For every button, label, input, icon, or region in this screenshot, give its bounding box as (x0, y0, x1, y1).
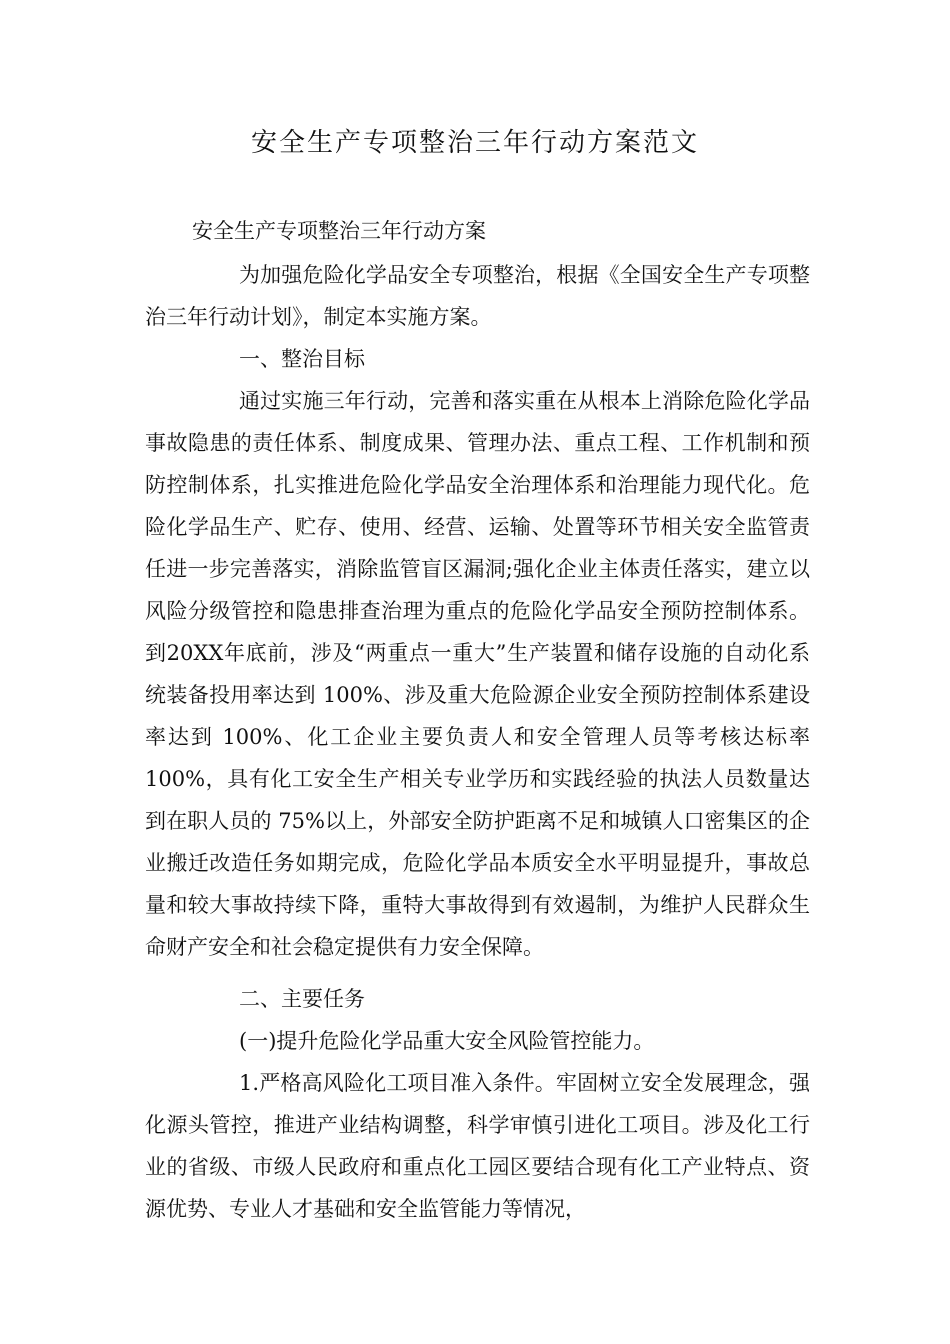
paragraph-goals: 通过实施三年行动，完善和落实重在从根本上消除危险化学品事故隐患的责任体系、制度成果、管理办法、重点工程、工作机制和预防控制体系，扎实推进危险化学品安全治理体系和治理能力现代化。危险化学品生产、贮存、使用、经营、运输、处置等环节相关安全监管责任进一步完善落实，消除监管盲区漏洞;强化企业主体责任落实，建立以风险分级管控和隐患排查治理为重点的危险化学品安全预防控制体系。到20XX年底前，涉及“两重点一重大”生产装置和储存设施的自动化系统装备投用率达到 100%、涉及重大危险源企业安全预防控制体系建设率达到 100%、化工企业主要负责人和安全管理人员等考核达标率100%，具有化工安全生产相关专业学历和实践经验的执法人员数量达到在职人员的 75%以上，外部安全防护距离不足和城镇人口密集区的企业搬迁改造任务如期完成，危险化学品本质安全水平明显提升，事故总量和较大事故持续下降，重特大事故得到有效遏制，为维护人民群众生命财产安全和社会稳定提供有力安全保障。 (145, 389, 810, 959)
paragraph-intro: 为加强危险化学品安全专项整治，根据《全国安全生产专项整治三年行动计划》，制定本实施方案。 (145, 263, 810, 329)
document-title: 安全生产专项整治三年行动方案范文 (250, 128, 699, 158)
document-subtitle: 安全生产专项整治三年行动方案 (192, 219, 486, 243)
section-heading-goals: 一、整治目标 (239, 347, 365, 371)
section-heading-tasks: 二、主要任务 (239, 987, 365, 1011)
paragraph-task-1: 1.严格高风险化工项目准入条件。牢固树立安全发展理念，强化源头管控，推进产业结构调整，科学审慎引进化工项目。涉及化工行业的省级、市级人民政府和重点化工园区要结合现有化工产业特点、资源优势、专业人才基础和安全监管能力等情况， (145, 1071, 810, 1221)
subsection-heading-risk-control: (一)提升危险化学品重大安全风险管控能力。 (239, 1029, 655, 1053)
document-body (145, 210, 810, 1230)
